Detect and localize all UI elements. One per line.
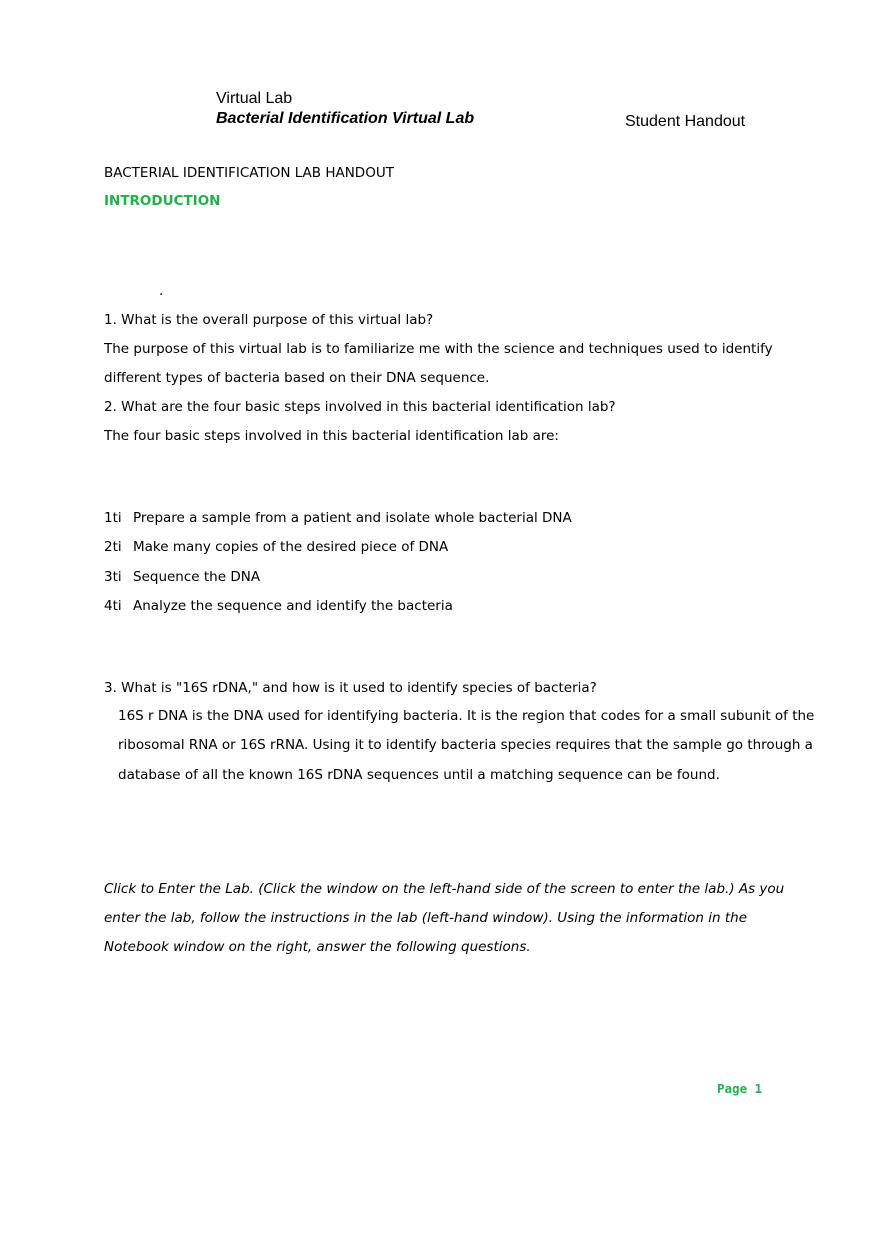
section-heading-introduction: INTRODUCTION <box>104 193 221 209</box>
question-3: 3. What is "16S rDNA," and how is it used to identify species of bacteria? <box>104 680 597 696</box>
list-item <box>104 569 260 585</box>
list-item-text: Sequence the DNA <box>133 569 261 585</box>
page-number: Page 1 <box>717 1081 763 1096</box>
list-item-text: Make many copies of the desired piece of DNA <box>133 539 449 555</box>
stray-dot: . <box>159 283 164 299</box>
answer-3-line-1: 16S r DNA is the DNA used for identifying bacteria. It is the region that codes for a small subunit of the <box>118 708 815 724</box>
list-item-number: 2ti <box>104 539 122 555</box>
answer-2: The four basic steps involved in this bacterial identification lab are: <box>104 428 559 444</box>
answer-1-line-2: different types of bacteria based on their DNA sequence. <box>104 370 490 386</box>
instructions-line-2: enter the lab, follow the instructions in the lab (left-hand window). Using the information in the <box>104 910 748 926</box>
question-2: 2. What are the four basic steps involved in this bacterial identification lab? <box>104 399 616 415</box>
header-subtitle: Virtual Lab <box>216 90 293 107</box>
instructions-line-1: Click to Enter the Lab. (Click the window on the left-hand side of the screen to enter the lab.) As you <box>104 881 785 897</box>
list-item-text: Prepare a sample from a patient and isolate whole bacterial DNA <box>133 510 572 526</box>
list-item <box>104 510 572 526</box>
question-1: 1. What is the overall purpose of this virtual lab? <box>104 312 434 328</box>
list-item-text: Analyze the sequence and identify the bacteria <box>133 598 453 614</box>
answer-3-line-2: ribosomal RNA or 16S rRNA. Using it to identify bacteria species requires that the sample go through a <box>118 737 813 753</box>
header-handout-label: Student Handout <box>625 113 746 130</box>
header-title: Bacterial Identification Virtual Lab <box>216 110 475 127</box>
list-item <box>104 539 448 555</box>
list-item-number: 3ti <box>104 569 122 585</box>
list-item-number: 1ti <box>104 510 122 526</box>
list-item-number: 4ti <box>104 598 122 614</box>
instructions-line-3: Notebook window on the right, answer the following questions. <box>104 939 531 955</box>
answer-3-line-3: database of all the known 16S rDNA sequences until a matching sequence can be found. <box>118 767 720 783</box>
document-title: BACTERIAL IDENTIFICATION LAB HANDOUT <box>104 165 394 181</box>
list-item <box>104 598 453 614</box>
answer-1-line-1: The purpose of this virtual lab is to familiarize me with the science and techniques used to identify <box>104 341 773 357</box>
